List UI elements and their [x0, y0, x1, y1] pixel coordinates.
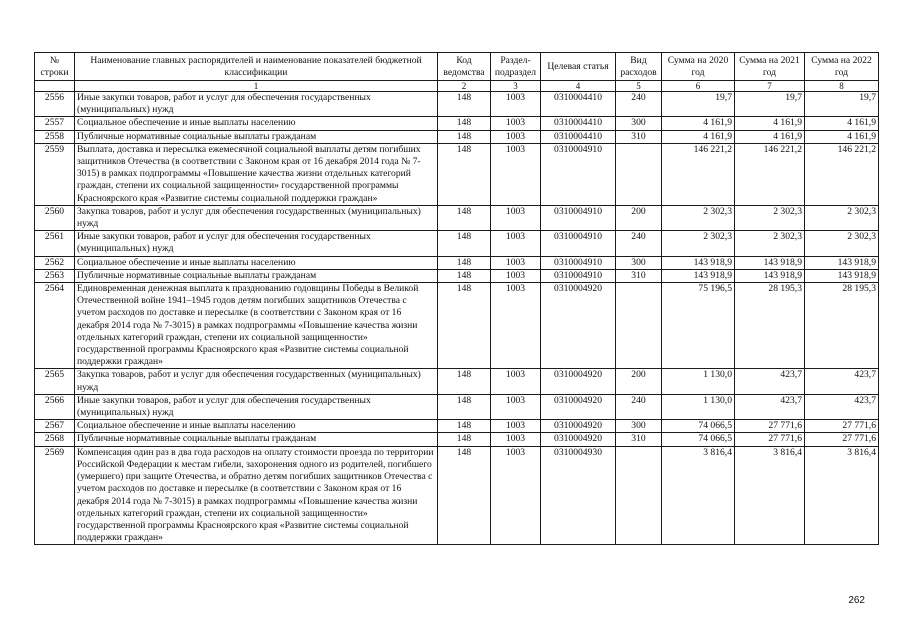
department-code-cell: 148 — [438, 256, 491, 269]
sum-2022-cell: 27 771,6 — [805, 433, 879, 446]
row-name-cell: Компенсация один раз в два года расходов на оплату стоимости проезда по территории Российской Федерации к местам гибели, захоронения одного из родителей, погибшего (умершего) при защите Отечества, и обратно детям погибших защитников Отечества с учетом расходов по доставке и пересылке (в соответствии с Законом края от 16 декабря 2014 года № 7-3015) в рамках подпрограммы «Повышение качества жизни отдельных категорий граждан, степени их социальной защищенности» государственной программы Красноярского края «Развитие системы социальной поддержки граждан» — [75, 446, 438, 545]
section-cell: 1003 — [491, 117, 541, 130]
expense-type-cell: 240 — [616, 231, 662, 256]
column-number — [35, 81, 75, 92]
section-cell: 1003 — [491, 130, 541, 143]
department-code-cell: 148 — [438, 369, 491, 394]
sum-2021-cell: 146 221,2 — [735, 143, 805, 205]
department-code-cell: 148 — [438, 92, 491, 117]
sum-2022-cell: 143 918,9 — [805, 256, 879, 269]
table-row — [35, 92, 879, 117]
section-cell: 1003 — [491, 446, 541, 545]
sum-2020-cell: 19,7 — [662, 92, 735, 117]
department-code-cell: 148 — [438, 231, 491, 256]
sum-2021-cell: 3 816,4 — [735, 446, 805, 545]
section-cell: 1003 — [491, 231, 541, 256]
header-target-article: Целевая статья — [541, 53, 616, 81]
header-row-number: № строки — [35, 53, 75, 81]
table-row — [35, 446, 879, 545]
sum-2021-cell: 28 195,3 — [735, 283, 805, 369]
expense-type-cell: 310 — [616, 269, 662, 282]
sum-2021-cell: 27 771,6 — [735, 420, 805, 433]
section-cell: 1003 — [491, 394, 541, 419]
column-number: 7 — [735, 81, 805, 92]
column-number: 3 — [491, 81, 541, 92]
target-article-cell: 0310004920 — [541, 420, 616, 433]
target-article-cell: 0310004910 — [541, 143, 616, 205]
sum-2021-cell: 2 302,3 — [735, 231, 805, 256]
page-number: 262 — [848, 595, 865, 606]
section-cell: 1003 — [491, 283, 541, 369]
section-cell: 1003 — [491, 92, 541, 117]
sum-2020-cell: 143 918,9 — [662, 269, 735, 282]
expense-type-cell: 310 — [616, 433, 662, 446]
table-row — [35, 130, 879, 143]
expense-type-cell: 300 — [616, 256, 662, 269]
expense-type-cell: 310 — [616, 130, 662, 143]
header-section: Раздел-подраздел — [491, 53, 541, 81]
row-number-cell: 2566 — [35, 394, 75, 419]
row-name-cell: Социальное обеспечение и иные выплаты населению — [75, 117, 438, 130]
sum-2022-cell: 4 161,9 — [805, 117, 879, 130]
sum-2021-cell: 143 918,9 — [735, 256, 805, 269]
expense-type-cell — [616, 446, 662, 545]
sum-2022-cell: 2 302,3 — [805, 205, 879, 230]
table-header-row — [35, 53, 879, 81]
sum-2021-cell: 423,7 — [735, 394, 805, 419]
expense-type-cell: 300 — [616, 117, 662, 130]
row-number-cell: 2568 — [35, 433, 75, 446]
department-code-cell: 148 — [438, 394, 491, 419]
sum-2021-cell: 19,7 — [735, 92, 805, 117]
section-cell: 1003 — [491, 143, 541, 205]
sum-2021-cell: 4 161,9 — [735, 117, 805, 130]
sum-2021-cell: 2 302,3 — [735, 205, 805, 230]
sum-2022-cell: 19,7 — [805, 92, 879, 117]
table-row — [35, 369, 879, 394]
target-article-cell: 0310004920 — [541, 283, 616, 369]
expense-type-cell: 240 — [616, 92, 662, 117]
sum-2020-cell: 143 918,9 — [662, 256, 735, 269]
sum-2022-cell: 423,7 — [805, 369, 879, 394]
sum-2021-cell: 143 918,9 — [735, 269, 805, 282]
target-article-cell: 0310004920 — [541, 394, 616, 419]
sum-2022-cell: 28 195,3 — [805, 283, 879, 369]
sum-2021-cell: 27 771,6 — [735, 433, 805, 446]
expense-type-cell — [616, 283, 662, 369]
column-number-row — [35, 81, 879, 92]
row-number-cell: 2562 — [35, 256, 75, 269]
row-name-cell: Закупка товаров, работ и услуг для обеспечения государственных (муниципальных) нужд — [75, 205, 438, 230]
row-name-cell: Публичные нормативные социальные выплаты гражданам — [75, 130, 438, 143]
sum-2020-cell: 2 302,3 — [662, 231, 735, 256]
sum-2020-cell: 1 130,0 — [662, 369, 735, 394]
row-name-cell: Социальное обеспечение и иные выплаты населению — [75, 256, 438, 269]
sum-2020-cell: 4 161,9 — [662, 117, 735, 130]
target-article-cell: 0310004910 — [541, 231, 616, 256]
column-number: 5 — [616, 81, 662, 92]
expense-type-cell — [616, 143, 662, 205]
department-code-cell: 148 — [438, 433, 491, 446]
column-number: 2 — [438, 81, 491, 92]
row-name-cell: Иные закупки товаров, работ и услуг для обеспечения государственных (муниципальных) нужд — [75, 231, 438, 256]
column-number: 8 — [805, 81, 879, 92]
sum-2022-cell: 4 161,9 — [805, 130, 879, 143]
row-name-cell: Публичные нормативные социальные выплаты гражданам — [75, 433, 438, 446]
expense-type-cell: 200 — [616, 369, 662, 394]
department-code-cell: 148 — [438, 205, 491, 230]
table-body — [35, 92, 879, 545]
row-name-cell: Социальное обеспечение и иные выплаты населению — [75, 420, 438, 433]
section-cell: 1003 — [491, 433, 541, 446]
department-code-cell: 148 — [438, 143, 491, 205]
table-row — [35, 420, 879, 433]
sum-2022-cell: 27 771,6 — [805, 420, 879, 433]
target-article-cell: 0310004910 — [541, 269, 616, 282]
sum-2020-cell: 2 302,3 — [662, 205, 735, 230]
row-number-cell: 2567 — [35, 420, 75, 433]
header-sum-2020: Сумма на 2020 год — [662, 53, 735, 81]
sum-2020-cell: 3 816,4 — [662, 446, 735, 545]
header-expense-type: Вид расходов — [616, 53, 662, 81]
target-article-cell: 0310004920 — [541, 369, 616, 394]
row-name-cell: Закупка товаров, работ и услуг для обеспечения государственных (муниципальных) нужд — [75, 369, 438, 394]
department-code-cell: 148 — [438, 130, 491, 143]
row-number-cell: 2559 — [35, 143, 75, 205]
section-cell: 1003 — [491, 369, 541, 394]
sum-2020-cell: 75 196,5 — [662, 283, 735, 369]
section-cell: 1003 — [491, 269, 541, 282]
section-cell: 1003 — [491, 205, 541, 230]
department-code-cell: 148 — [438, 446, 491, 545]
sum-2020-cell: 4 161,9 — [662, 130, 735, 143]
department-code-cell: 148 — [438, 269, 491, 282]
table-row — [35, 394, 879, 419]
table-row — [35, 231, 879, 256]
sum-2022-cell: 423,7 — [805, 394, 879, 419]
department-code-cell: 148 — [438, 283, 491, 369]
row-number-cell: 2564 — [35, 283, 75, 369]
table-row — [35, 117, 879, 130]
row-name-cell: Иные закупки товаров, работ и услуг для обеспечения государственных (муниципальных) нужд — [75, 92, 438, 117]
section-cell: 1003 — [491, 256, 541, 269]
row-number-cell: 2563 — [35, 269, 75, 282]
expense-type-cell: 240 — [616, 394, 662, 419]
row-number-cell: 2560 — [35, 205, 75, 230]
column-number: 6 — [662, 81, 735, 92]
table-row — [35, 269, 879, 282]
target-article-cell: 0310004410 — [541, 117, 616, 130]
header-department-code: Код ведомства — [438, 53, 491, 81]
header-sum-2021: Сумма на 2021 год — [735, 53, 805, 81]
row-number-cell: 2558 — [35, 130, 75, 143]
sum-2022-cell: 146 221,2 — [805, 143, 879, 205]
table-row — [35, 283, 879, 369]
department-code-cell: 148 — [438, 420, 491, 433]
expense-type-cell: 300 — [616, 420, 662, 433]
column-number: 1 — [75, 81, 438, 92]
expense-type-cell: 200 — [616, 205, 662, 230]
row-number-cell: 2556 — [35, 92, 75, 117]
budget-table-sheet — [34, 52, 878, 545]
row-name-cell: Иные закупки товаров, работ и услуг для обеспечения государственных (муниципальных) нужд — [75, 394, 438, 419]
sum-2020-cell: 74 066,5 — [662, 420, 735, 433]
sum-2022-cell: 3 816,4 — [805, 446, 879, 545]
target-article-cell: 0310004930 — [541, 446, 616, 545]
target-article-cell: 0310004910 — [541, 256, 616, 269]
section-cell: 1003 — [491, 420, 541, 433]
sum-2020-cell: 74 066,5 — [662, 433, 735, 446]
row-number-cell: 2557 — [35, 117, 75, 130]
column-number: 4 — [541, 81, 616, 92]
table-row — [35, 433, 879, 446]
department-code-cell: 148 — [438, 117, 491, 130]
header-sum-2022: Сумма на 2022 год — [805, 53, 879, 81]
row-name-cell: Единовременная денежная выплата к празднованию годовщины Победы в Великой Отечественной войне 1941–1945 годов детям погибших защитников Отечества с учетом расходов по доставке и пересылке (в соответствии с Законом края от 16 декабря 2014 года № 7-3015) в рамках подпрограммы «Повышение качества жизни отдельных категорий граждан, степени их социальной защищенности» государственной программы Красноярского края «Развитие системы социальной поддержки граждан» — [75, 283, 438, 369]
sum-2021-cell: 423,7 — [735, 369, 805, 394]
header-name: Наименование главных распорядителей и наименование показателей бюджетной классификации — [75, 53, 438, 81]
budget-table — [34, 52, 879, 545]
sum-2021-cell: 4 161,9 — [735, 130, 805, 143]
target-article-cell: 0310004410 — [541, 130, 616, 143]
row-name-cell: Публичные нормативные социальные выплаты гражданам — [75, 269, 438, 282]
table-row — [35, 143, 879, 205]
target-article-cell: 0310004920 — [541, 433, 616, 446]
sum-2020-cell: 146 221,2 — [662, 143, 735, 205]
row-number-cell: 2569 — [35, 446, 75, 545]
row-name-cell: Выплата, доставка и пересылка ежемесячной социальной выплаты детям погибших защитников Отечества (в соответствии с Законом края от 16 декабря 2014 года № 7-3015) в рамках подпрограммы «Повышение качества жизни отдельных категорий граждан, степени их социальной защищенности» государственной программы Красноярского края «Развитие системы социальной поддержки граждан» — [75, 143, 438, 205]
sum-2020-cell: 1 130,0 — [662, 394, 735, 419]
target-article-cell: 0310004910 — [541, 205, 616, 230]
table-row — [35, 205, 879, 230]
row-number-cell: 2561 — [35, 231, 75, 256]
row-number-cell: 2565 — [35, 369, 75, 394]
target-article-cell: 0310004410 — [541, 92, 616, 117]
table-row — [35, 256, 879, 269]
sum-2022-cell: 143 918,9 — [805, 269, 879, 282]
sum-2022-cell: 2 302,3 — [805, 231, 879, 256]
